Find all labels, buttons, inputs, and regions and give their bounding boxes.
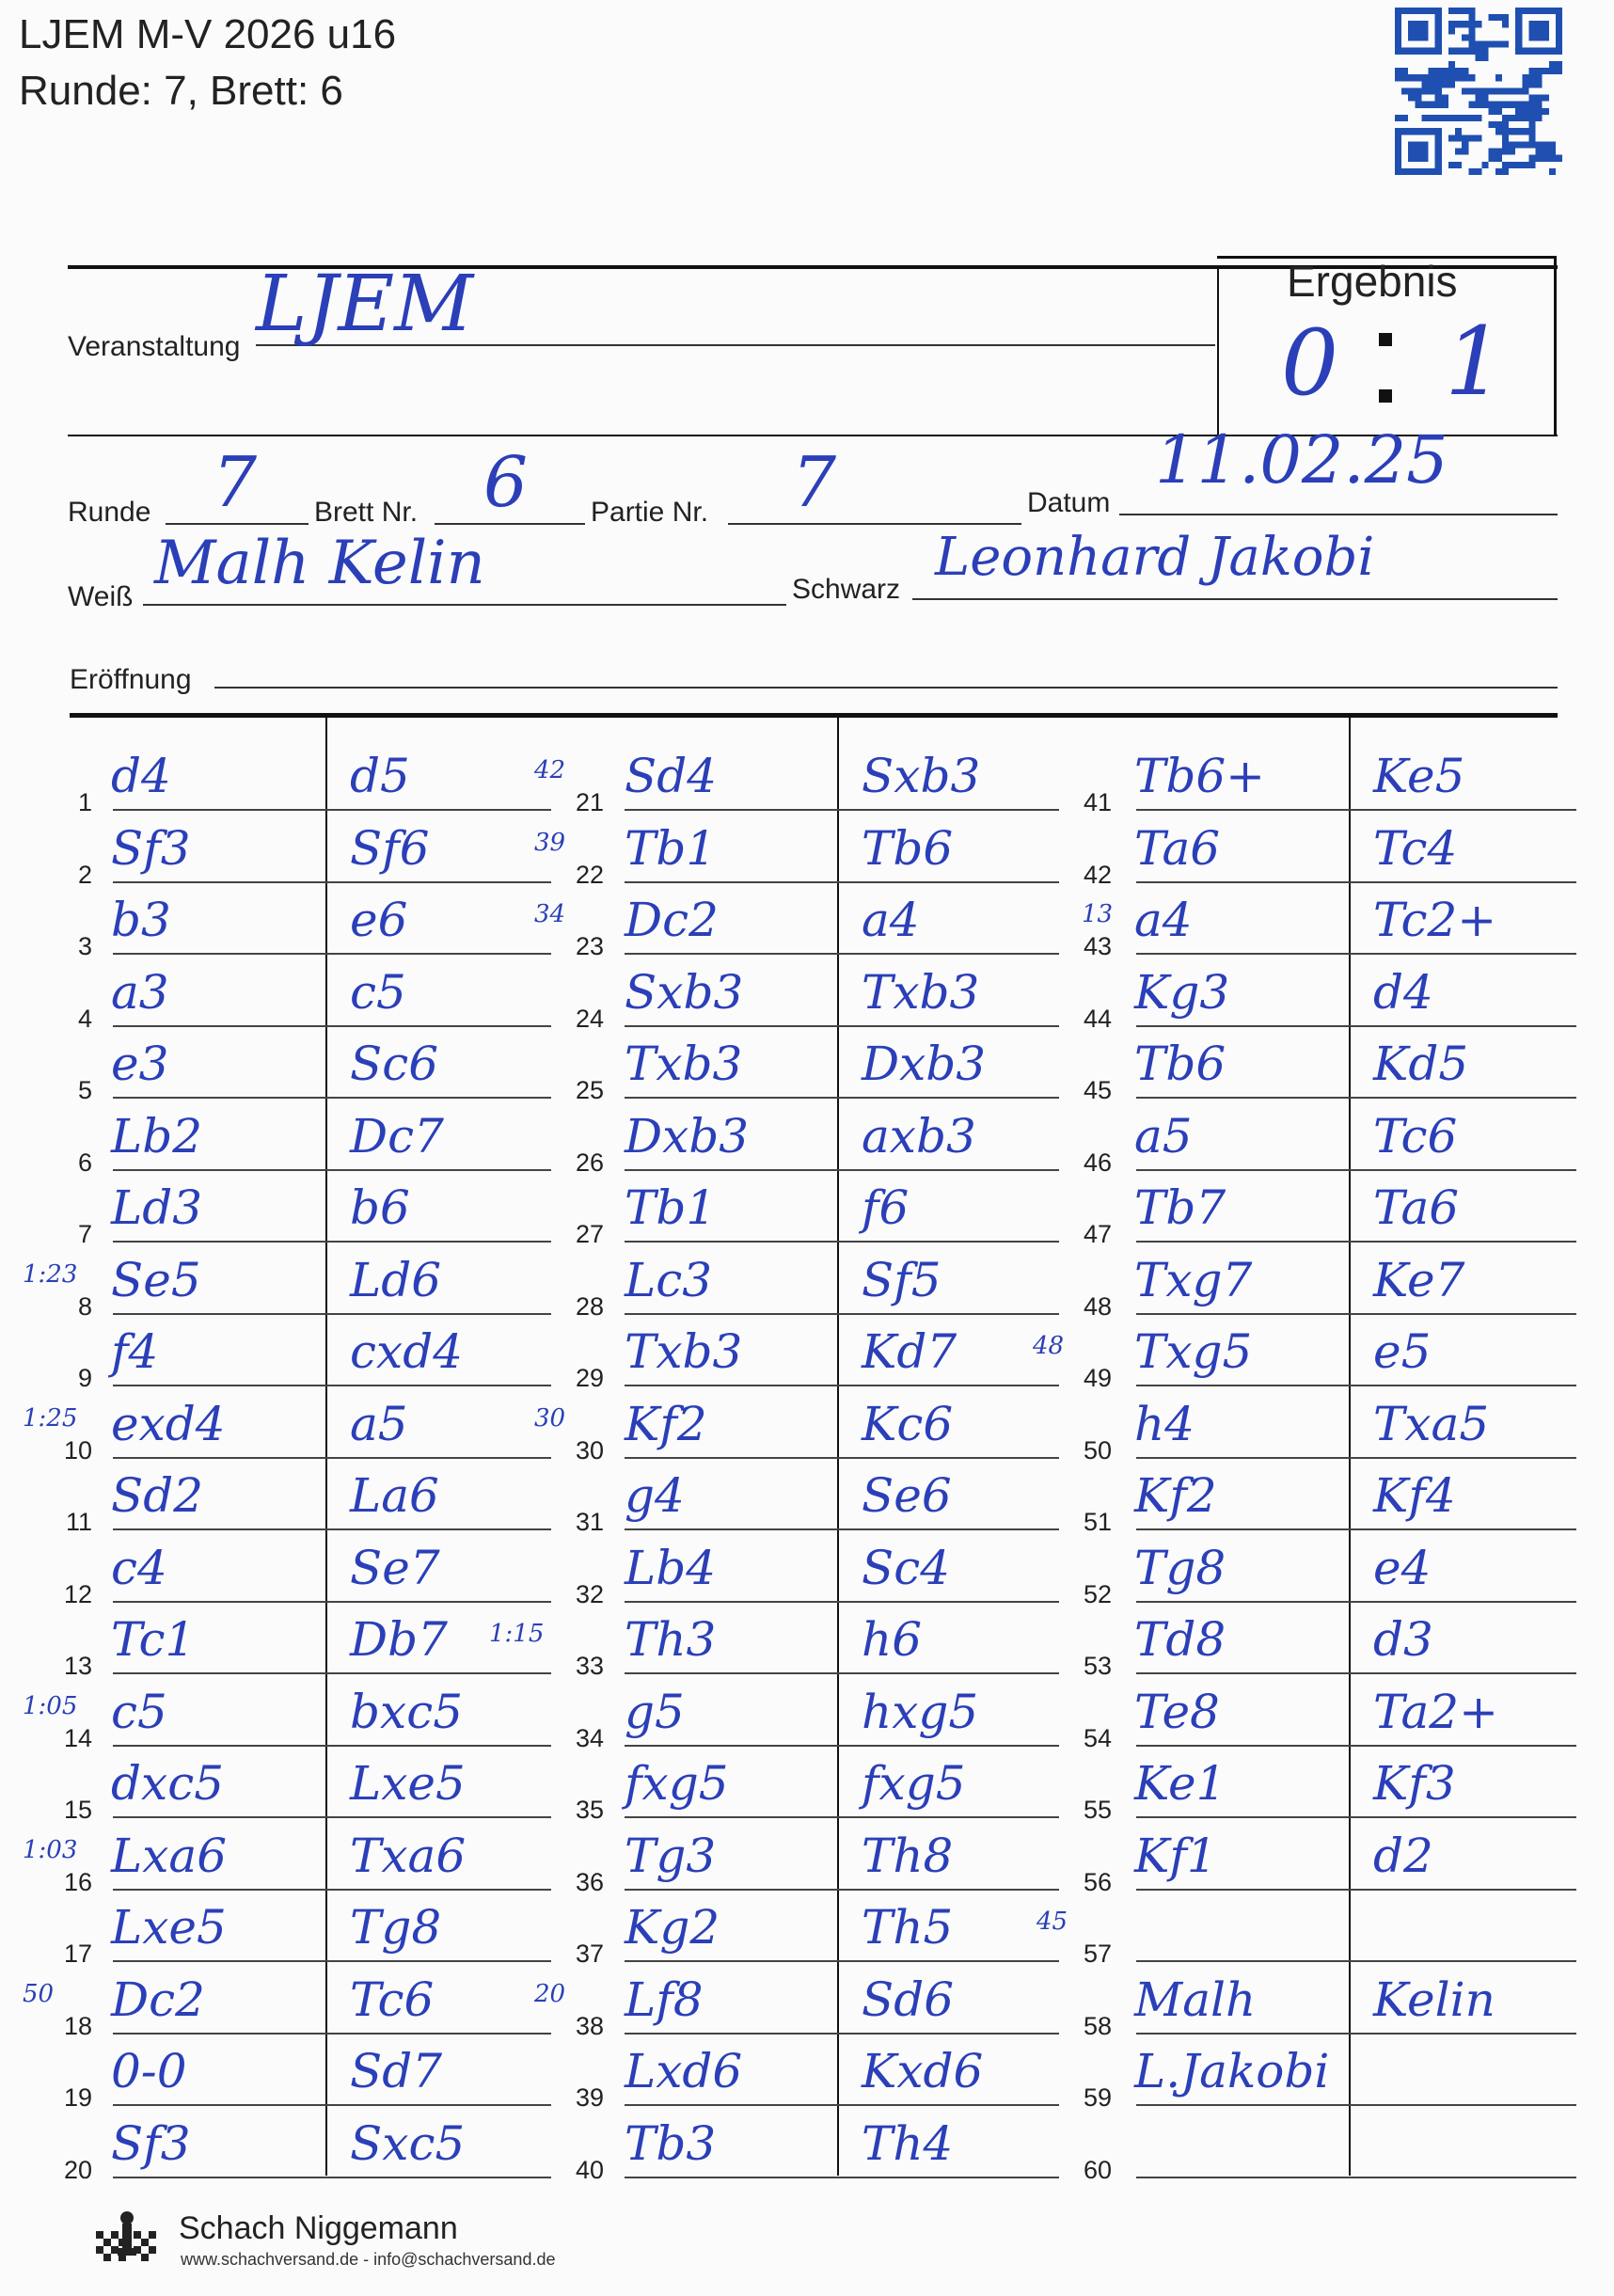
black-move: Tb6: [862, 820, 954, 876]
white-move: Txb3: [625, 1037, 743, 1091]
white-move: e3: [111, 1037, 169, 1091]
move-number: 16: [63, 1867, 92, 1896]
black-move: Dc7: [350, 1108, 444, 1164]
move-number: 27: [575, 1220, 604, 1248]
white-move: Tc1: [111, 1612, 196, 1667]
black-move: e5: [1373, 1324, 1432, 1379]
move-line: [113, 1745, 551, 1747]
black-move: d2: [1373, 1828, 1433, 1883]
round-board-info: Runde: 7, Brett: 6: [19, 68, 343, 114]
white-move: a4: [1134, 893, 1193, 947]
black-move: Ke5: [1373, 749, 1465, 803]
game-label: Partie Nr.: [591, 497, 709, 528]
column-divider-1: [325, 718, 327, 2176]
black-move: c5: [350, 964, 406, 1020]
time-note: 1:15: [489, 1620, 545, 1648]
column-divider-3: [1349, 718, 1351, 2176]
move-line: [1136, 1745, 1576, 1747]
time-note: 13: [1082, 900, 1114, 928]
move-number: 52: [1083, 1579, 1112, 1608]
white-move: c4: [111, 1540, 167, 1595]
black-line: [912, 598, 1558, 600]
move-line: [1136, 1169, 1576, 1171]
move-number: 54: [1083, 1723, 1112, 1752]
black-move: Sc4: [862, 1540, 951, 1595]
move-number: 9: [77, 1364, 92, 1392]
date-label: Datum: [1027, 487, 1111, 518]
black-move: La6: [350, 1468, 439, 1523]
move-number: 60: [1083, 2155, 1112, 2184]
white-move: Kf2: [625, 1396, 707, 1451]
black-move: Sd7: [350, 2044, 443, 2098]
move-number: 48: [1083, 1291, 1112, 1321]
move-line: [625, 1313, 1059, 1315]
white-move: Kg2: [625, 1900, 720, 1955]
black-move: Tc6: [1373, 1108, 1458, 1164]
move-number: 58: [1083, 2011, 1112, 2040]
game-line: [728, 523, 1021, 525]
move-line: [1136, 881, 1576, 883]
move-number: 56: [1083, 1867, 1112, 1896]
move-line: [113, 1313, 551, 1315]
move-line: [113, 1960, 551, 1962]
move-line: [113, 1097, 551, 1099]
black-move: Th4: [862, 2115, 954, 2171]
result-box-right: [1554, 256, 1557, 435]
white-move: Lxd6: [625, 2044, 743, 2098]
move-line: [113, 1025, 551, 1027]
black-move: Tc2+: [1373, 893, 1497, 947]
move-line: [1136, 1528, 1576, 1530]
chess-logo-icon: [92, 2207, 162, 2269]
white-move: Ke1: [1134, 1756, 1226, 1811]
white-move: Tb1: [625, 1180, 717, 1235]
move-line: [625, 2104, 1059, 2106]
white-move: Dc2: [111, 1971, 205, 2027]
move-line: [625, 2033, 1059, 2035]
black-move: Txa5: [1373, 1396, 1490, 1451]
move-line: [113, 1385, 551, 1386]
move-number: 51: [1083, 1508, 1112, 1536]
black-move: Kf3: [1373, 1756, 1456, 1811]
white-move: Tb7: [1134, 1180, 1226, 1235]
white-move: Tb3: [625, 2115, 717, 2171]
move-line: [625, 2177, 1059, 2178]
time-note: 1:05: [23, 1691, 78, 1720]
round-value: 7: [213, 442, 258, 523]
black-move: b6: [350, 1180, 410, 1235]
white-move: Lc3: [625, 1252, 713, 1307]
white-move: Lb2: [111, 1108, 203, 1164]
white-line: [143, 604, 786, 606]
move-line: [1136, 1025, 1576, 1027]
move-line: [625, 1889, 1059, 1891]
black-move: Sxc5: [350, 2115, 466, 2171]
white-move: exd4: [111, 1396, 226, 1451]
move-number: 14: [63, 1723, 92, 1752]
move-line: [625, 1385, 1059, 1386]
move-line: [625, 1241, 1059, 1243]
move-number: 1: [77, 788, 92, 816]
move-number: 37: [575, 1940, 604, 1968]
move-number: 23: [575, 932, 604, 960]
time-note: 42: [534, 756, 566, 784]
move-line: [113, 2104, 551, 2106]
black-move: Th5: [862, 1900, 954, 1955]
event-value: LJEM: [256, 260, 474, 349]
move-number: 18: [63, 2011, 92, 2040]
move-line: [625, 953, 1059, 955]
move-number: 32: [575, 1579, 604, 1608]
white-move: Dxb3: [625, 1108, 750, 1164]
move-number: 57: [1083, 1940, 1112, 1968]
move-line: [1136, 1960, 1576, 1962]
black-move: hxg5: [862, 1684, 979, 1739]
white-move: Txg7: [1134, 1252, 1253, 1307]
white-move: a5: [1134, 1108, 1193, 1164]
move-number: 11: [65, 1508, 92, 1536]
move-number: 29: [575, 1364, 604, 1392]
black-move: Kxd6: [862, 2044, 984, 2098]
white-move: Sd2: [111, 1468, 204, 1523]
black-move: Se6: [862, 1468, 952, 1523]
move-number: 53: [1083, 1652, 1112, 1680]
white-move: Tb1: [625, 820, 717, 876]
move-number: 12: [63, 1579, 92, 1608]
black-move: Kc6: [862, 1396, 954, 1451]
move-number: 44: [1083, 1004, 1112, 1033]
move-line: [625, 1672, 1059, 1674]
move-line: [625, 1601, 1059, 1603]
move-number: 28: [575, 1291, 604, 1321]
black-move: Sf6: [350, 820, 430, 876]
move-line: [625, 809, 1059, 811]
white-move: g5: [625, 1684, 685, 1739]
move-line: [1136, 2104, 1576, 2106]
white-move: Kg3: [1134, 964, 1230, 1020]
move-number: 17: [63, 1940, 92, 1968]
move-number: 24: [575, 1004, 604, 1033]
move-line: [113, 881, 551, 883]
move-line: [1136, 2033, 1576, 2035]
black-move: Db7: [350, 1612, 448, 1667]
white-move: Sxb3: [625, 964, 744, 1020]
footer-brand: Schach Niggemann: [179, 2210, 458, 2246]
white-player-value: Malh Kelin: [154, 529, 485, 598]
move-line: [625, 1960, 1059, 1962]
board-value: 6: [483, 442, 529, 523]
black-move: Tc6: [350, 1971, 435, 2027]
footer-contact: www.schachversand.de - info@schachversand.de: [181, 2250, 556, 2269]
move-number: 41: [1083, 788, 1112, 816]
white-move: L.Jakobi: [1134, 2044, 1330, 2098]
move-line: [1136, 809, 1576, 811]
black-move: Lxe5: [350, 1756, 466, 1811]
move-number: 36: [575, 1867, 604, 1896]
move-number: 35: [575, 1796, 604, 1824]
move-line: [625, 881, 1059, 883]
move-line: [625, 1169, 1059, 1171]
move-line: [113, 809, 551, 811]
white-move: d4: [111, 749, 171, 803]
black-label: Schwarz: [792, 574, 901, 605]
move-number: 3: [77, 932, 92, 960]
black-move: cxd4: [350, 1324, 464, 1379]
white-move: Sd4: [625, 749, 718, 803]
move-number: 30: [575, 1435, 604, 1465]
move-line: [1136, 1097, 1576, 1099]
white-move: Lxa6: [111, 1828, 228, 1883]
move-number: 13: [63, 1652, 92, 1680]
black-move: Se7: [350, 1540, 440, 1595]
move-number: 20: [63, 2155, 92, 2184]
move-number: 19: [63, 2083, 92, 2112]
move-line: [625, 1097, 1059, 1099]
white-move: Lxe5: [111, 1900, 227, 1955]
move-line: [1136, 1816, 1576, 1818]
white-move: f4: [111, 1324, 159, 1379]
move-number: 42: [1083, 860, 1112, 889]
move-number: 55: [1083, 1796, 1112, 1824]
result-label: Ergebnis: [1287, 257, 1458, 306]
move-number: 38: [575, 2011, 604, 2040]
move-number: 4: [77, 1004, 92, 1033]
move-number: 34: [575, 1723, 604, 1752]
white-move: dxc5: [111, 1756, 225, 1811]
result-separator-bottom-dot: [1379, 389, 1392, 403]
white-move: Th3: [625, 1612, 717, 1667]
move-number: 59: [1083, 2083, 1112, 2112]
move-number: 8: [77, 1291, 92, 1321]
white-label: Weiß: [68, 581, 134, 612]
black-move: e4: [1373, 1540, 1432, 1595]
black-move: d5: [350, 749, 410, 803]
game-value: 7: [792, 442, 837, 523]
result-white-value: 0: [1281, 310, 1339, 416]
move-number: 50: [1083, 1435, 1112, 1465]
move-line: [113, 1241, 551, 1243]
white-move: Ta6: [1134, 820, 1221, 876]
move-number: 40: [575, 2155, 604, 2184]
black-move: Kelin: [1373, 1971, 1495, 2027]
move-number: 2: [77, 860, 92, 889]
white-move: Lf8: [625, 1971, 704, 2027]
white-move: a3: [111, 964, 169, 1020]
white-move: Dc2: [625, 893, 719, 947]
black-move: bxc5: [350, 1684, 464, 1739]
black-move: Kd7: [862, 1324, 957, 1379]
white-move: Sf3: [111, 2115, 191, 2171]
move-number: 33: [575, 1652, 604, 1680]
move-line: [1136, 1672, 1576, 1674]
white-move: Tb6+: [1134, 749, 1266, 803]
move-number: 45: [1083, 1076, 1112, 1104]
result-black-value: 1: [1445, 307, 1505, 417]
move-number: 25: [575, 1076, 604, 1104]
black-move: Sxb3: [862, 749, 981, 803]
white-move: b3: [111, 893, 171, 947]
white-move: g4: [625, 1468, 685, 1523]
black-move: Th8: [862, 1828, 954, 1883]
black-move: Kd5: [1373, 1037, 1469, 1091]
move-number: 43: [1083, 932, 1112, 960]
round-line: [166, 523, 309, 525]
black-move: Tc4: [1373, 820, 1458, 876]
move-number: 21: [575, 788, 604, 816]
white-move: Lb4: [625, 1540, 717, 1595]
column-divider-2: [837, 718, 839, 2176]
black-move: Sc6: [350, 1037, 439, 1091]
move-line: [113, 1601, 551, 1603]
white-move: 0-0: [111, 2044, 187, 2098]
black-move: d4: [1373, 964, 1433, 1020]
move-number: 7: [77, 1220, 92, 1248]
black-move: Ld6: [350, 1252, 442, 1307]
time-note: 39: [534, 828, 566, 857]
move-line: [625, 1457, 1059, 1459]
black-move: Sd6: [862, 1971, 955, 2027]
move-line: [625, 1745, 1059, 1747]
move-number: 47: [1083, 1220, 1112, 1248]
black-move: Sf5: [862, 1252, 942, 1307]
move-number: 5: [77, 1076, 92, 1104]
white-move: Sf3: [111, 820, 191, 876]
round-label: Runde: [68, 497, 151, 528]
move-line: [1136, 1241, 1576, 1243]
move-line: [113, 2033, 551, 2035]
black-move: f6: [862, 1180, 910, 1235]
time-note: 34: [534, 900, 566, 928]
black-move: Ke7: [1373, 1252, 1465, 1307]
white-move: h4: [1134, 1396, 1195, 1451]
event-label: Veranstaltung: [68, 331, 241, 362]
move-line: [1136, 1601, 1576, 1603]
black-move: Tg8: [350, 1900, 442, 1955]
white-move: Txg5: [1134, 1324, 1253, 1379]
black-move: Txa6: [350, 1828, 467, 1883]
move-line: [1136, 1385, 1576, 1386]
time-note: 45: [1036, 1908, 1068, 1936]
black-move: Ta6: [1373, 1180, 1460, 1235]
move-line: [625, 1816, 1059, 1818]
move-line: [113, 1169, 551, 1171]
score-sheet-top-rule: [70, 713, 1558, 718]
move-line: [113, 1889, 551, 1891]
move-line: [625, 1528, 1059, 1530]
move-line: [1136, 2177, 1576, 2178]
move-line: [1136, 953, 1576, 955]
time-note: 1:25: [23, 1403, 78, 1433]
move-number: 39: [575, 2083, 604, 2112]
white-move: fxg5: [625, 1756, 729, 1811]
white-move: Tg8: [1134, 1540, 1226, 1595]
black-move: d3: [1373, 1612, 1433, 1667]
move-number: 31: [575, 1508, 604, 1536]
white-move: Tg3: [625, 1828, 717, 1883]
white-move: c5: [111, 1684, 167, 1739]
result-box-left: [1217, 265, 1219, 435]
black-move: axb3: [862, 1108, 976, 1164]
event-title: LJEM M-V 2026 u16: [19, 11, 397, 57]
move-number: 26: [575, 1148, 604, 1177]
white-move: Malh: [1134, 1971, 1257, 2027]
move-number: 49: [1083, 1364, 1112, 1392]
date-value: 11.02.25: [1155, 421, 1448, 499]
white-move: Td8: [1134, 1612, 1226, 1667]
black-move: Dxb3: [862, 1037, 987, 1091]
date-line: [1119, 514, 1558, 515]
move-line: [1136, 1313, 1576, 1315]
move-line: [1136, 1889, 1576, 1891]
time-note: 30: [534, 1403, 566, 1433]
black-move: Ta2+: [1373, 1684, 1498, 1739]
black-move: h6: [862, 1612, 923, 1667]
opening-line: [214, 687, 1558, 689]
time-note: 1:03: [23, 1835, 78, 1864]
black-move: e6: [350, 893, 408, 947]
white-move: Ld3: [111, 1180, 203, 1235]
move-line: [113, 953, 551, 955]
black-move: a4: [862, 893, 920, 947]
black-move: Txb3: [862, 964, 980, 1020]
black-move: fxg5: [862, 1756, 966, 1811]
white-move: Txb3: [625, 1324, 743, 1379]
move-line: [113, 1457, 551, 1459]
move-number: 6: [77, 1148, 92, 1177]
time-note: 20: [534, 1979, 566, 2008]
move-number: 10: [63, 1435, 92, 1465]
board-label: Brett Nr.: [314, 497, 419, 528]
time-note: 50: [23, 1979, 55, 2008]
move-number: 46: [1083, 1148, 1112, 1177]
move-line: [113, 1528, 551, 1530]
board-line: [435, 523, 585, 525]
white-move: Se5: [111, 1252, 201, 1307]
time-note: 48: [1033, 1332, 1065, 1360]
move-line: [625, 1025, 1059, 1027]
move-number: 22: [575, 860, 604, 889]
white-move: Tb6: [1134, 1037, 1226, 1091]
white-move: Kf1: [1134, 1828, 1217, 1883]
white-move: Te8: [1134, 1684, 1220, 1739]
move-number: 15: [63, 1796, 92, 1824]
result-separator-top-dot: [1379, 333, 1392, 346]
move-line: [113, 1816, 551, 1818]
move-line: [113, 1672, 551, 1674]
black-move: a5: [350, 1396, 408, 1451]
qr-code: [1394, 8, 1563, 175]
move-line: [1136, 1457, 1576, 1459]
move-line: [113, 2177, 551, 2178]
time-note: 1:23: [23, 1259, 78, 1289]
opening-label: Eröffnung: [70, 664, 192, 695]
black-player-value: Leonhard Jakobi: [935, 527, 1375, 588]
black-move: Kf4: [1373, 1468, 1456, 1523]
white-move: Kf2: [1134, 1468, 1217, 1523]
